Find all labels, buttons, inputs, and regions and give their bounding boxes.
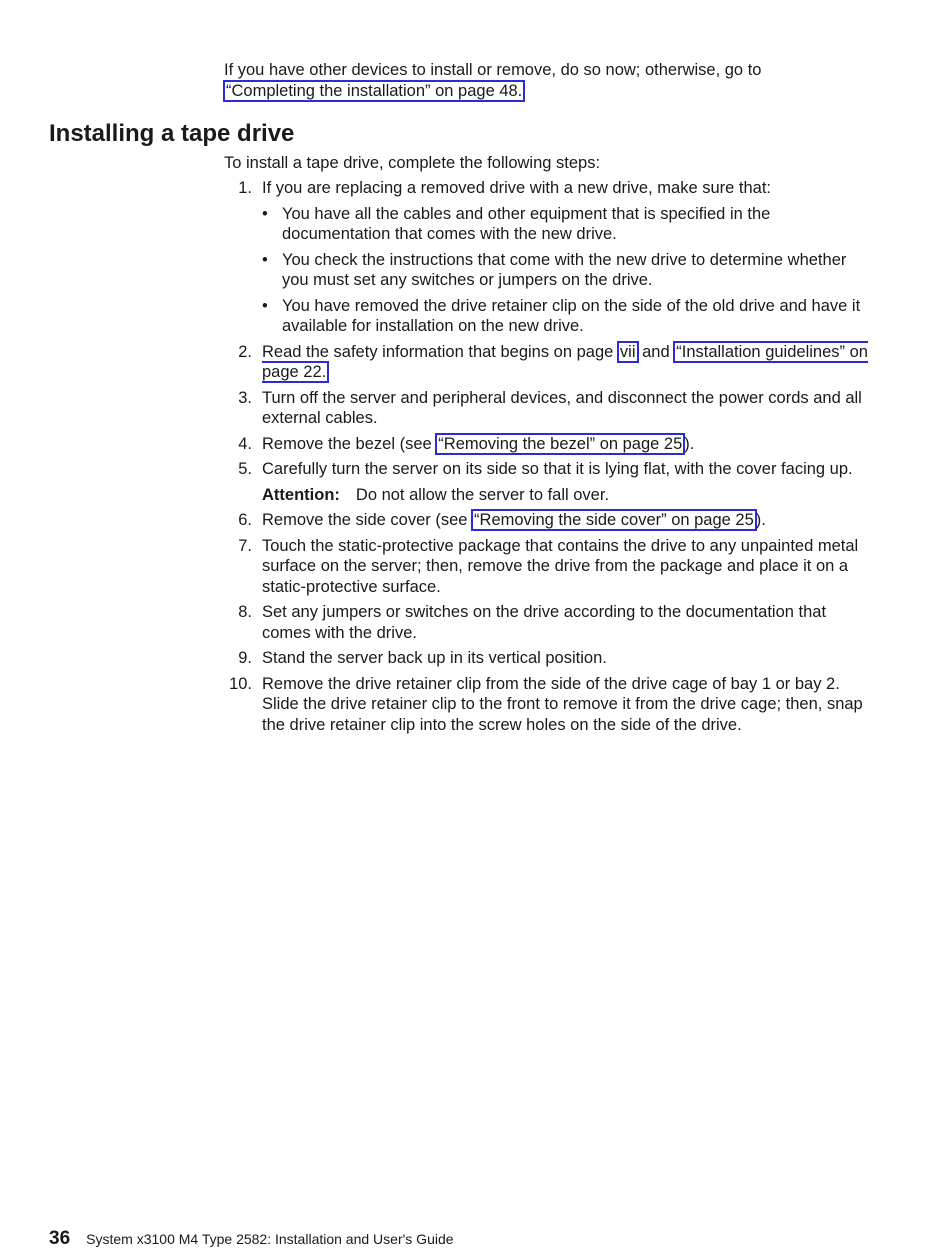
bullet-text: You check the instructions that come with the new drive to determine whether you must set any switches or jumpers on the drive.	[282, 250, 847, 289]
step-text: and	[642, 342, 670, 361]
bullet-item	[262, 250, 874, 291]
page-footer	[49, 1228, 454, 1250]
step-3	[224, 388, 874, 429]
step-number: 1.	[238, 179, 252, 197]
step-text: Remove the drive retainer clip from the side of the drive cage of bay 1 or bay 2. Slide the drive retainer clip to the front to remove it from the drive cage; then, snap the drive retainer clip into the screw holes on the side of the drive.	[262, 674, 863, 734]
step-text: Remove the bezel (see	[262, 434, 432, 453]
step-2	[224, 342, 874, 383]
section-title: Installing a tape drive	[49, 120, 295, 147]
bullet-icon: •	[262, 250, 268, 269]
step-text: Carefully turn the server on its side so that it is lying flat, with the cover facing up.	[262, 460, 853, 478]
step-text: Set any jumpers or switches on the drive according to the documentation that comes with the drive.	[262, 603, 827, 642]
section-lead: To install a tape drive, complete the following steps:	[224, 154, 601, 172]
bullet-icon: •	[262, 204, 268, 223]
bullet-item	[262, 296, 874, 337]
steps-list	[224, 178, 874, 740]
step-number: 6.	[238, 511, 252, 529]
step-number: 2.	[238, 342, 252, 361]
step-9	[224, 648, 874, 669]
attention-label: Attention:	[262, 485, 340, 504]
bullet-icon: •	[262, 296, 268, 315]
step-7	[224, 536, 874, 598]
safety-page-link[interactable]: vii	[617, 341, 639, 363]
step-6	[224, 510, 874, 531]
footer-title: System x3100 M4 Type 2582: Installation and User's Guide	[86, 1231, 454, 1247]
step-number: 10.	[229, 674, 252, 693]
page-number: 36	[49, 1228, 71, 1249]
intro-paragraph	[224, 60, 864, 101]
removing-bezel-link[interactable]: “Removing the bezel” on page 25	[435, 433, 685, 455]
step-text: Stand the server back up in its vertical position.	[262, 649, 607, 667]
step-number: 8.	[238, 603, 252, 621]
step-text: Remove the side cover (see	[262, 511, 468, 529]
step-10	[224, 674, 874, 736]
bullet-list	[262, 204, 874, 337]
step-number: 7.	[238, 536, 252, 555]
step-text: If you are replacing a removed drive with a new drive, make sure that:	[262, 179, 771, 197]
bullet-text: You have removed the drive retainer clip on the side of the old drive and have it available for installation on the new drive.	[282, 296, 861, 335]
step-4	[224, 434, 874, 455]
step-text: Turn off the server and peripheral devices, and disconnect the power cords and all external cables.	[262, 388, 862, 427]
step-number: 5.	[238, 460, 252, 478]
step-number: 3.	[238, 388, 252, 407]
step-5	[224, 459, 874, 505]
attention-text: Do not allow the server to fall over.	[355, 485, 610, 504]
removing-side-cover-link[interactable]: “Removing the side cover” on page 25	[471, 509, 757, 531]
bullet-item	[262, 204, 874, 245]
installation-guidelines-link[interactable]: “Installation guidelines” on page 22.	[262, 342, 868, 381]
step-1	[224, 178, 874, 337]
intro-text: If you have other devices to install or remove, do so now; otherwise, go to	[224, 61, 762, 79]
step-8	[224, 602, 874, 643]
attention-note	[262, 485, 874, 506]
step-text: ).	[684, 434, 695, 453]
completing-installation-link[interactable]: “Completing the installation” on page 48.	[223, 80, 525, 102]
step-text: ).	[755, 511, 766, 529]
step-number: 4.	[238, 434, 252, 453]
step-text: Touch the static-protective package that contains the drive to any unpainted metal surface on the server; then, remove the drive from the package and place it on a static-protective surface.	[262, 536, 859, 596]
step-number: 9.	[238, 649, 252, 667]
bullet-text: You have all the cables and other equipment that is specified in the documentation that comes with the new drive.	[282, 204, 771, 243]
step-text: Read the safety information that begins on page	[262, 342, 614, 361]
